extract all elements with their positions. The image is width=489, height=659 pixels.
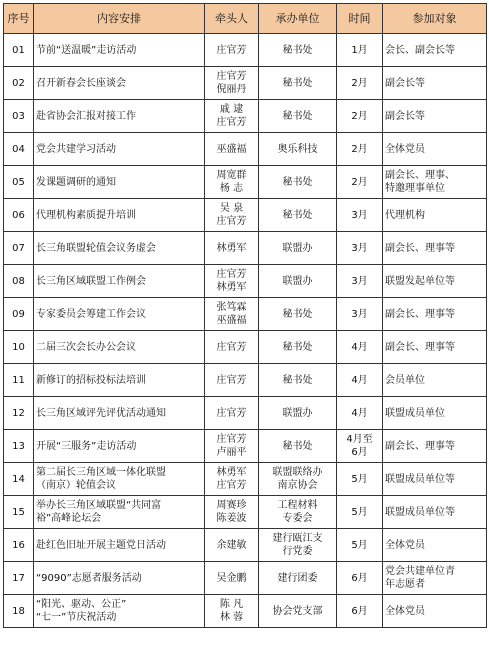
row-lead: 吴 泉 庄官芳	[205, 199, 259, 232]
row-number: 10	[4, 331, 34, 364]
row-lead: 林勇军 庄官芳	[205, 463, 259, 496]
header-row	[4, 4, 487, 34]
row-time: 2月	[337, 67, 383, 100]
row-unit: 协会党支部	[259, 595, 337, 628]
row-content: 第二届长三角区域一体化联盟 （南京）轮值会议	[34, 463, 205, 496]
row-content: 召开新春会长座谈会	[34, 67, 205, 100]
table-row	[4, 265, 487, 298]
row-attendees: 全体党员	[383, 133, 487, 166]
table-row	[4, 430, 487, 463]
row-time: 6月	[337, 595, 383, 628]
row-time: 6月	[337, 562, 383, 595]
row-time: 2月	[337, 100, 383, 133]
row-number: 03	[4, 100, 34, 133]
header-attendees: 参加对象	[383, 4, 487, 34]
row-lead: 庄官芳	[205, 364, 259, 397]
row-number: 16	[4, 529, 34, 562]
table-row	[4, 67, 487, 100]
table-row	[4, 298, 487, 331]
row-time: 3月	[337, 232, 383, 265]
row-attendees: 副会长等	[383, 100, 487, 133]
row-number: 05	[4, 166, 34, 199]
row-time: 2月	[337, 166, 383, 199]
row-unit: 联盟办	[259, 397, 337, 430]
row-attendees: 联盟发起单位等	[383, 265, 487, 298]
table-row	[4, 199, 487, 232]
row-lead: 林勇军	[205, 232, 259, 265]
row-unit: 秘书处	[259, 364, 337, 397]
row-number: 11	[4, 364, 34, 397]
row-number: 06	[4, 199, 34, 232]
row-number: 17	[4, 562, 34, 595]
row-attendees: 副会长、理事等	[383, 298, 487, 331]
row-content: 长三角区域评先评优活动通知	[34, 397, 205, 430]
row-unit: 秘书处	[259, 67, 337, 100]
row-lead: 戚 逮 庄官芳	[205, 100, 259, 133]
header-lead: 牵头人	[205, 4, 259, 34]
row-number: 09	[4, 298, 34, 331]
row-unit: 建行团委	[259, 562, 337, 595]
row-content: 发课题调研的通知	[34, 166, 205, 199]
row-attendees: 联盟成员单位等	[383, 463, 487, 496]
row-time: 5月	[337, 463, 383, 496]
row-time: 3月	[337, 265, 383, 298]
row-attendees: 全体党员	[383, 529, 487, 562]
row-content: “9090”志愿者服务活动	[34, 562, 205, 595]
row-time: 5月	[337, 529, 383, 562]
row-lead: 庄官芳	[205, 397, 259, 430]
row-number: 08	[4, 265, 34, 298]
table-row	[4, 562, 487, 595]
table-row	[4, 364, 487, 397]
row-time: 5月	[337, 496, 383, 529]
row-attendees: 副会长、理事等	[383, 232, 487, 265]
row-time: 4月	[337, 397, 383, 430]
row-content: “阳光、驱动、公正” “七一”节庆祝活动	[34, 595, 205, 628]
row-attendees: 会长、副会长等	[383, 34, 487, 67]
row-number: 18	[4, 595, 34, 628]
row-lead: 吴金鹏	[205, 562, 259, 595]
row-lead: 庄官芳 倪丽丹	[205, 67, 259, 100]
row-content: 长三角联盟轮值会议务虚会	[34, 232, 205, 265]
row-time: 4月	[337, 331, 383, 364]
row-content: 举办长三角区域联盟“共同富 裕”高峰论坛会	[34, 496, 205, 529]
header-content: 内容安排	[34, 4, 205, 34]
row-time: 4月	[337, 364, 383, 397]
row-lead: 陈 凡 林 蓉	[205, 595, 259, 628]
row-content: 开展“三服务”走访活动	[34, 430, 205, 463]
row-unit: 联盟办	[259, 232, 337, 265]
row-attendees: 代理机构	[383, 199, 487, 232]
row-lead: 庄官芳 林勇军	[205, 265, 259, 298]
row-number: 15	[4, 496, 34, 529]
row-time: 2月	[337, 133, 383, 166]
row-unit: 奥乐科技	[259, 133, 337, 166]
row-attendees: 副会长、理事等	[383, 430, 487, 463]
row-content: 赴省协会汇报对接工作	[34, 100, 205, 133]
table-row	[4, 232, 487, 265]
row-lead: 周宽群 杨 志	[205, 166, 259, 199]
row-number: 04	[4, 133, 34, 166]
row-lead: 巫盛福	[205, 133, 259, 166]
row-unit: 秘书处	[259, 331, 337, 364]
row-number: 14	[4, 463, 34, 496]
row-attendees: 联盟成员单位	[383, 397, 487, 430]
row-lead: 庄官芳	[205, 34, 259, 67]
row-number: 02	[4, 67, 34, 100]
row-lead: 周赛珍 陈姜波	[205, 496, 259, 529]
table-row	[4, 100, 487, 133]
header-time: 时间	[337, 4, 383, 34]
row-unit: 秘书处	[259, 166, 337, 199]
row-unit: 联盟联络办 南京协会	[259, 463, 337, 496]
row-content: 专家委员会筹建工作会议	[34, 298, 205, 331]
row-unit: 工程材料 专委会	[259, 496, 337, 529]
table-row	[4, 529, 487, 562]
row-attendees: 联盟成员单位等	[383, 496, 487, 529]
row-attendees: 全体党员	[383, 595, 487, 628]
table-body	[4, 34, 487, 628]
header-unit: 承办单位	[259, 4, 337, 34]
row-unit: 秘书处	[259, 199, 337, 232]
table-row	[4, 34, 487, 67]
table-row	[4, 496, 487, 529]
row-lead: 庄官芳	[205, 331, 259, 364]
row-attendees: 会员单位	[383, 364, 487, 397]
row-unit: 联盟办	[259, 265, 337, 298]
row-attendees: 副会长、理事、 特邀理事单位	[383, 166, 487, 199]
row-time: 3月	[337, 199, 383, 232]
row-lead: 余建敏	[205, 529, 259, 562]
row-number: 13	[4, 430, 34, 463]
row-time: 4月至 6月	[337, 430, 383, 463]
row-unit: 秘书处	[259, 34, 337, 67]
row-content: 代理机构素质提升培训	[34, 199, 205, 232]
table-row	[4, 166, 487, 199]
row-content: 新修订的招标投标法培训	[34, 364, 205, 397]
row-content: 节前“送温暖”走访活动	[34, 34, 205, 67]
row-number: 01	[4, 34, 34, 67]
row-time: 3月	[337, 298, 383, 331]
table-row	[4, 331, 487, 364]
row-content: 党会共建学习活动	[34, 133, 205, 166]
row-lead: 庄官芳 卢丽平	[205, 430, 259, 463]
header-no: 序号	[4, 4, 34, 34]
row-attendees: 党会共建单位青 年志愿者	[383, 562, 487, 595]
schedule-table	[3, 3, 487, 628]
row-unit: 建行瓯江支 行党委	[259, 529, 337, 562]
row-unit: 秘书处	[259, 430, 337, 463]
row-lead: 张笃霖 巫盛福	[205, 298, 259, 331]
row-content: 长三角区域联盟工作例会	[34, 265, 205, 298]
table-row	[4, 133, 487, 166]
row-content: 二届三次会长办公会议	[34, 331, 205, 364]
table-row	[4, 463, 487, 496]
row-content: 赴红色旧址开展主题党日活动	[34, 529, 205, 562]
row-attendees: 副会长、理事等	[383, 331, 487, 364]
table-row	[4, 397, 487, 430]
row-attendees: 副会长等	[383, 67, 487, 100]
row-unit: 秘书处	[259, 298, 337, 331]
row-number: 12	[4, 397, 34, 430]
row-time: 1月	[337, 34, 383, 67]
row-unit: 秘书处	[259, 100, 337, 133]
row-number: 07	[4, 232, 34, 265]
table-row	[4, 595, 487, 628]
